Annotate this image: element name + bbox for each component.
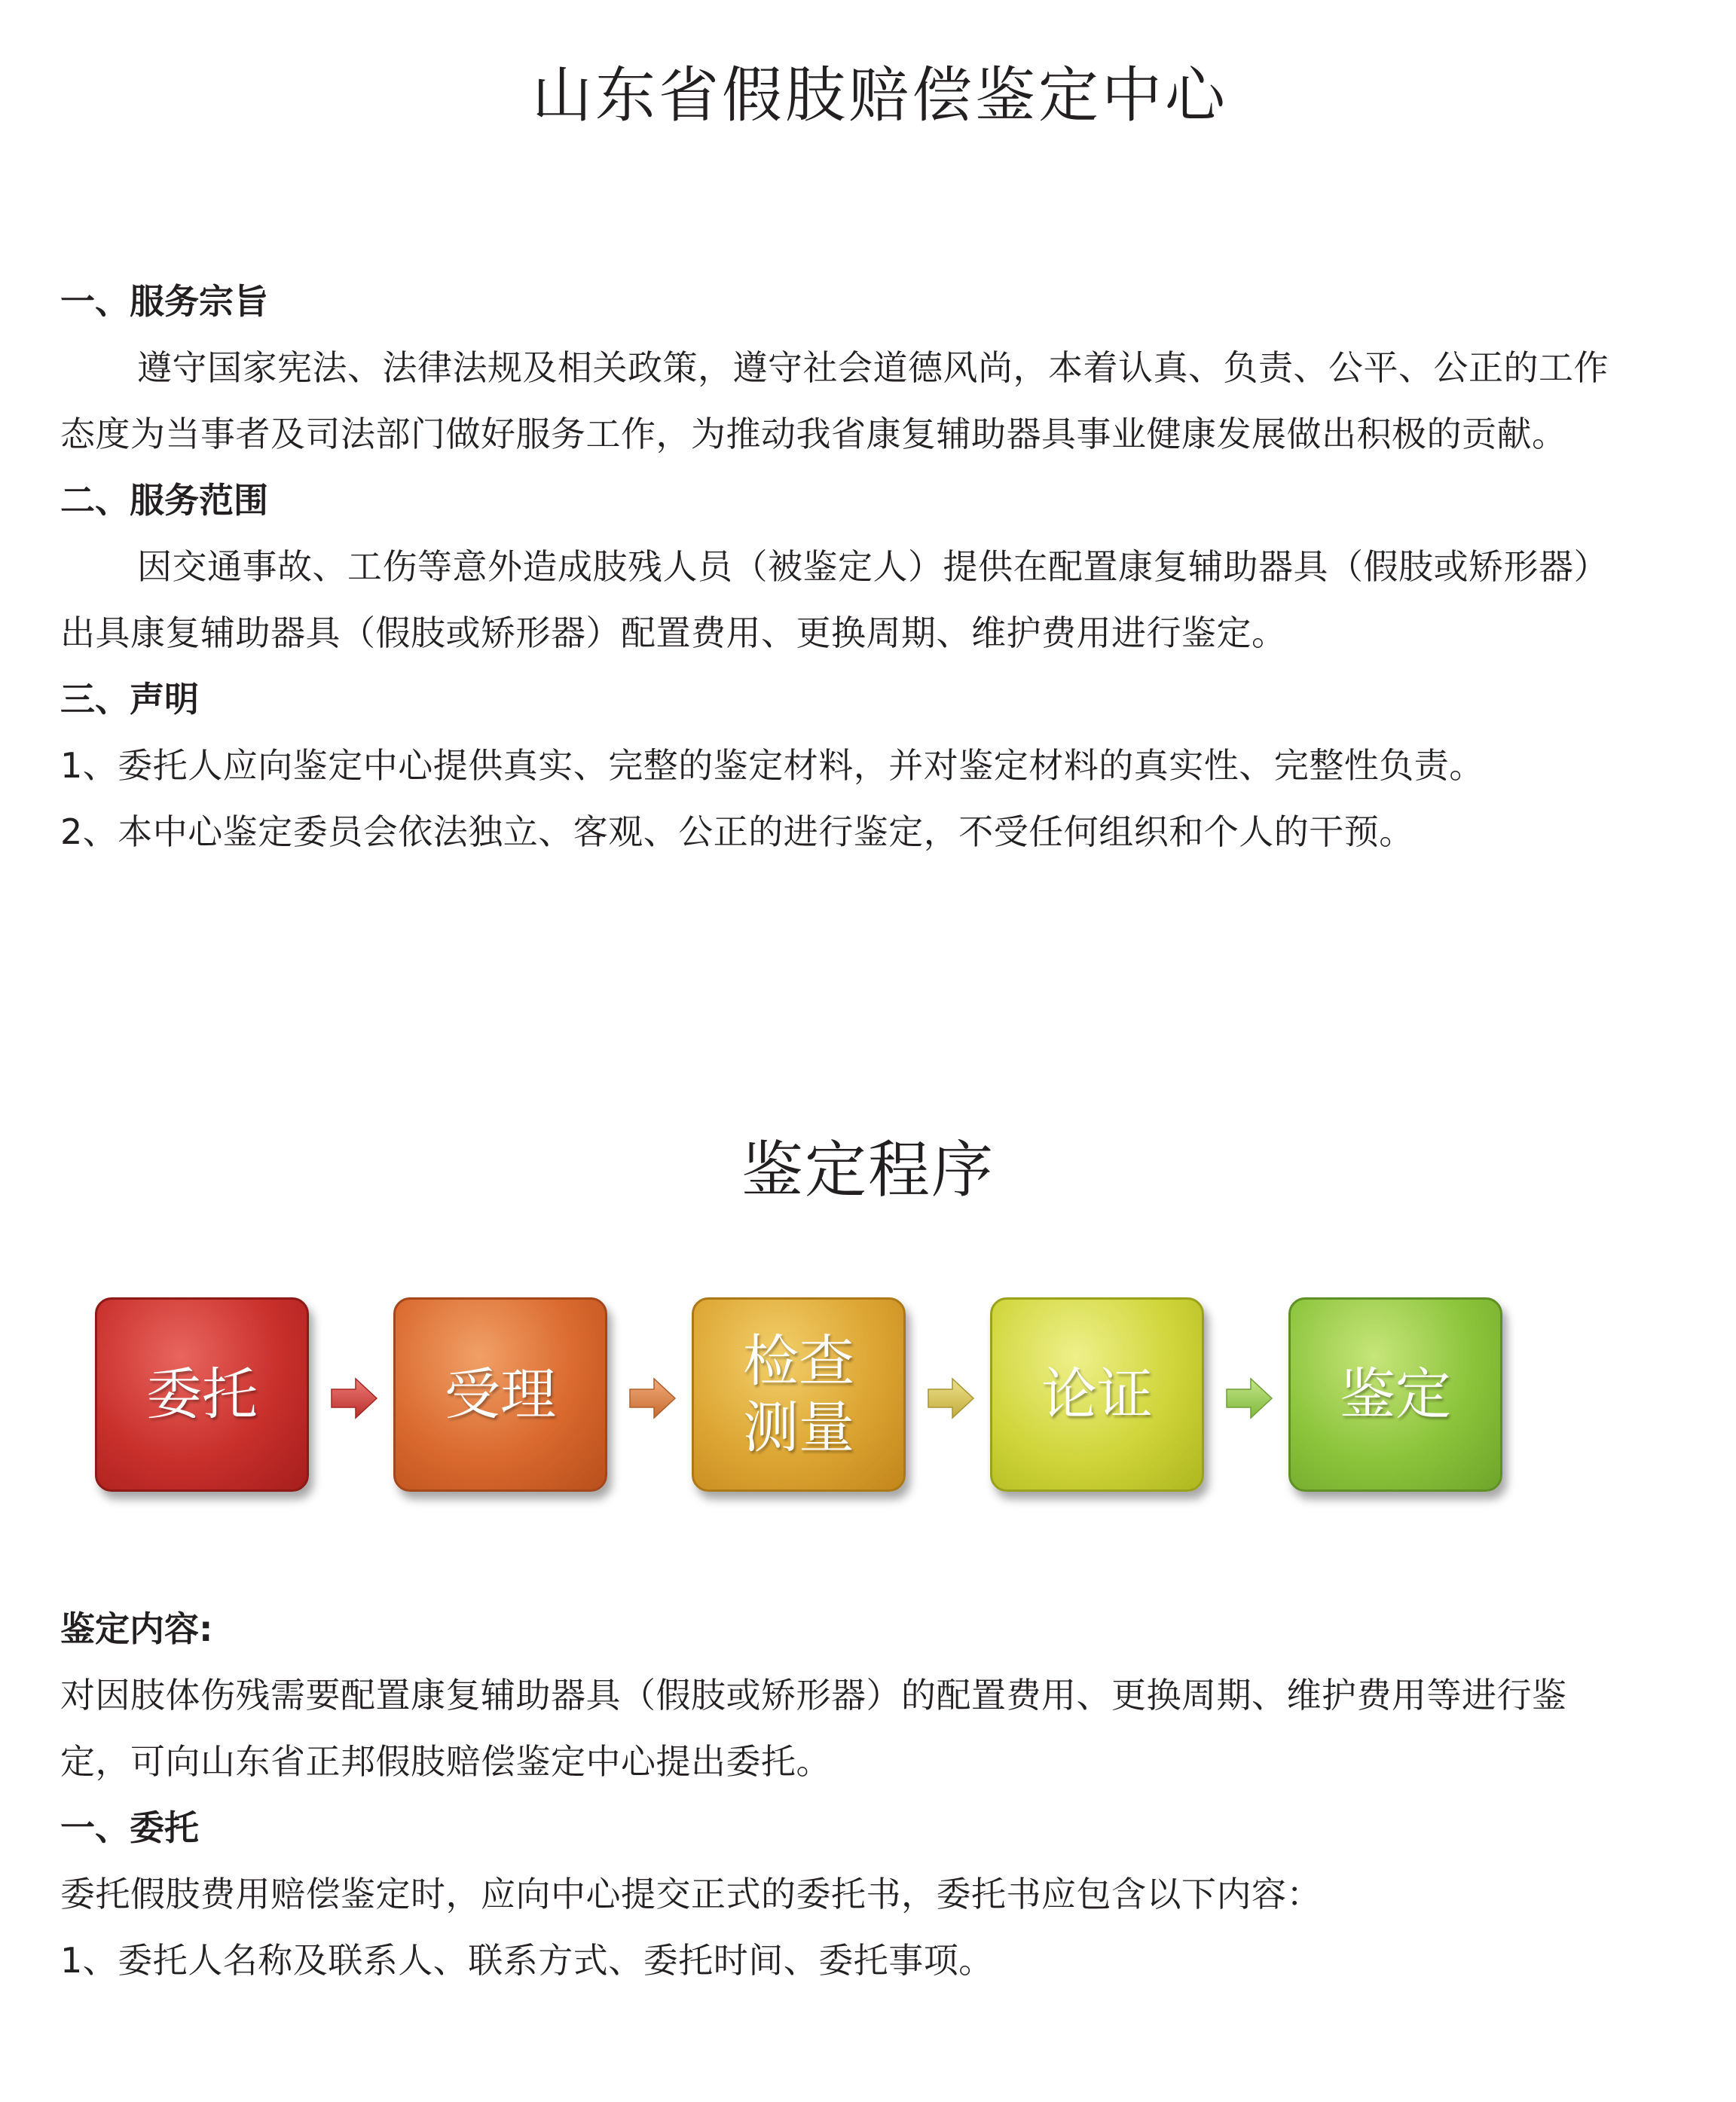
section-text-content: 对因肢体伤残需要配置康复辅助器具（假肢或矫形器）的配置费用、更换周期、维护费用等进行鉴定，可向山东省正邦假肢赔偿鉴定中心提出委托。 <box>60 1675 1567 1782</box>
appraisal-sections <box>60 1596 1612 1994</box>
page-title: 山东省假肢赔偿鉴定中心 <box>532 60 1228 130</box>
section-heading-content: 鉴定内容: <box>60 1609 213 1649</box>
flow-step-inspect-measure <box>692 1297 906 1492</box>
arrow-right-icon <box>628 1376 677 1421</box>
section-heading-entrust: 一、委托 <box>60 1807 199 1848</box>
flow-step-label: 检查 <box>743 1329 854 1394</box>
flow-step-label: 委托 <box>146 1362 258 1427</box>
flow-step-entrust <box>95 1297 309 1492</box>
section-text-entrust: 委托假肢费用赔偿鉴定时，应向中心提交正式的委托书，委托书应包含以下内容： <box>60 1874 1322 1914</box>
statement-item: 1、委托人应向鉴定中心提供真实、完整的鉴定材料，并对鉴定材料的真实性、完整性负责。 <box>60 745 1484 786</box>
arrow-right-icon <box>330 1376 378 1421</box>
flow-step-label: 测量 <box>743 1395 854 1460</box>
flow-step-demonstrate <box>990 1297 1204 1492</box>
entrust-item: 1、委托人名称及联系人、联系方式、委托时间、委托事项。 <box>60 1940 994 1981</box>
section-heading-scope: 二、服务范围 <box>60 480 268 521</box>
flow-step-appraise <box>1288 1297 1502 1492</box>
flow-step-label: 受理 <box>445 1362 556 1427</box>
section-heading-purpose: 一、服务宗旨 <box>60 281 268 322</box>
section-text-purpose: 遵守国家宪法、法律法规及相关政策，遵守社会道德风尚，本着认真、负责、公平、公正的工作态度为当事者及司法部门做好服务工作，为推动我省康复辅助器具事业健康发展做出积极的贡献。 <box>60 347 1609 454</box>
intro-sections <box>60 268 1612 865</box>
flow-step-accept <box>393 1297 607 1492</box>
arrow-right-icon <box>927 1376 975 1421</box>
section-heading-statement: 三、声明 <box>60 679 199 720</box>
procedure-flowchart <box>95 1297 1511 1499</box>
flow-step-label: 论证 <box>1041 1362 1153 1427</box>
arrow-right-icon <box>1225 1376 1273 1421</box>
flow-step-label: 鉴定 <box>1340 1362 1451 1427</box>
procedure-title: 鉴定程序 <box>741 1135 995 1206</box>
statement-item: 2、本中心鉴定委员会依法独立、客观、公正的进行鉴定，不受任何组织和个人的干预。 <box>60 811 1414 852</box>
section-text-scope: 因交通事故、工伤等意外造成肢残人员（被鉴定人）提供在配置康复辅助器具（假肢或矫形器）出具康复辅助器具（假肢或矫形器）配置费用、更换周期、维护费用进行鉴定。 <box>60 546 1609 653</box>
